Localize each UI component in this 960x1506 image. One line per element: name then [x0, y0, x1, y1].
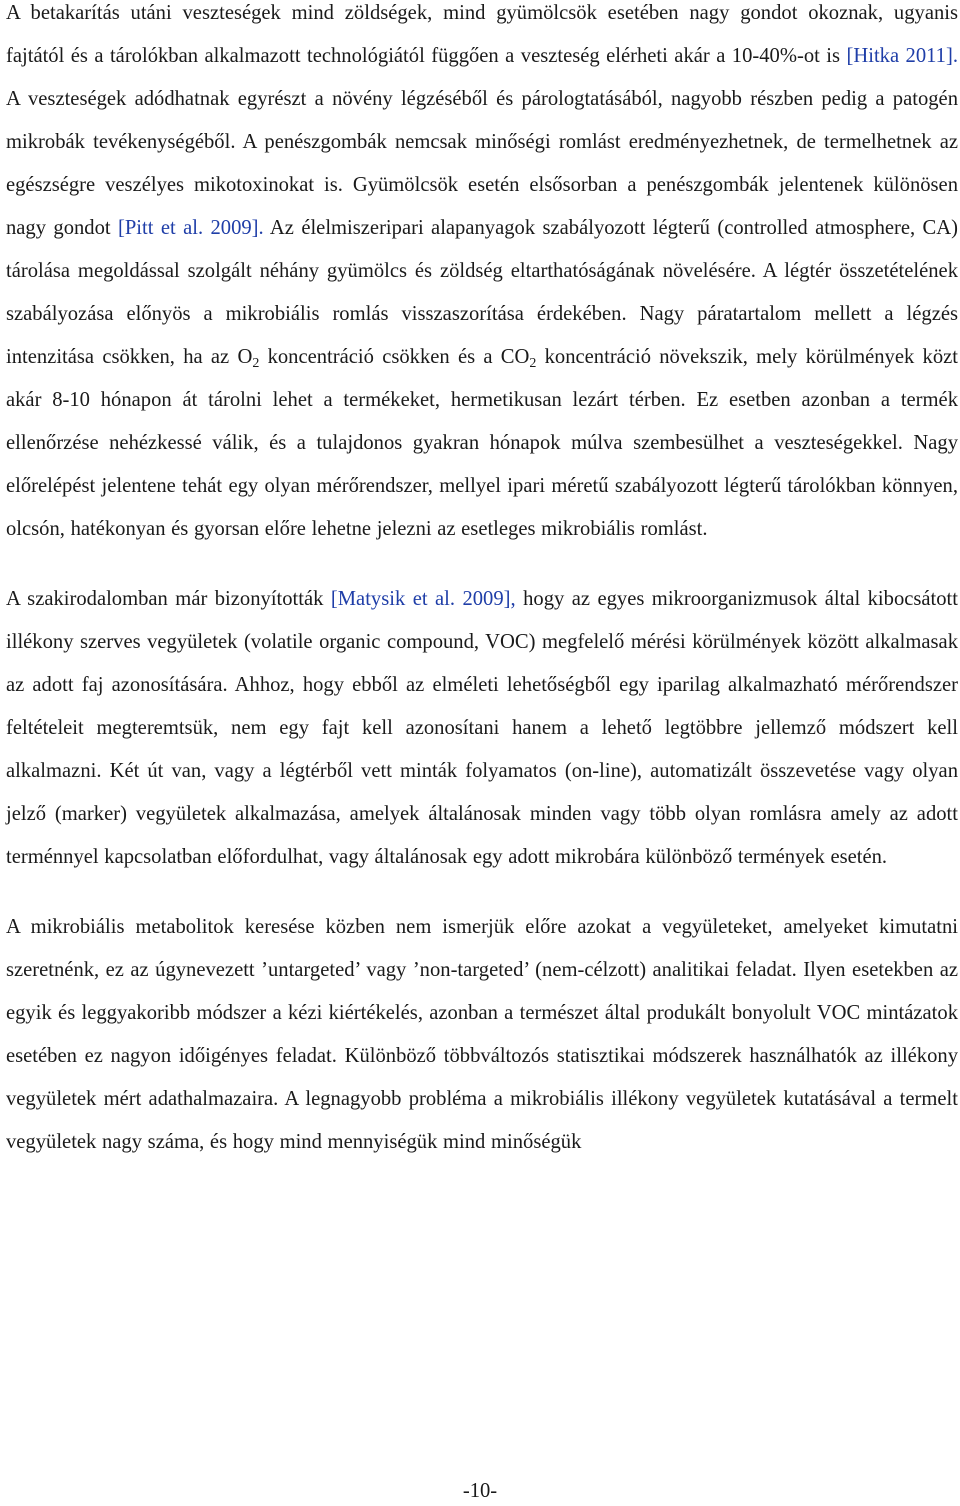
text-run: A mikrobiális metabolitok keresése közben nem ismerjük előre azokat a vegyületeket, amelyeket kimutatni szeretnénk, ez az úgynevezett ’untargeted’ vagy ’non-targeted’ (nem-célzott) analitikai feladat. Ilyen esetekben az egyik és leggyakoribb módszer a kézi kiértékelés, azonban a természet által produkált bonyolult VOC mintázatok esetében ez nagyon időigényes feladat. Különböző többváltozós statisztikai módszerek használhatók az illékony vegyületek mért adathalmazaira. A legnagyobb probléma a mikrobiális illékony vegyületek kutatásával a termelt vegyületek nagy száma, és hogy mind mennyiségük mind minőségük [6, 916, 958, 1153]
text-run: A szakirodalomban már bizonyították [6, 588, 331, 610]
paragraph [6, 0, 958, 551]
citation: [Matysik et al. 2009], [330, 588, 516, 610]
page-number: -10- [462, 1480, 498, 1502]
subscript: 2 [252, 356, 260, 371]
citation: [Hitka 2011]. [846, 45, 958, 67]
paragraph [6, 906, 958, 1164]
text-run: A veszteségek adódhatnak egyrészt a növény légzéséből és párologtatásából, nagyobb részben pedig a patogén mikrobák tevékenységéből. A penészgombák nemcsak minőségi romlást eredményezhetnek, de termelhetnek az egészségre veszélyes mikotoxinokat is. Gyümölcsök esetén elsősorban a penészgombák jelentenek különösen nagy gondot [6, 88, 958, 239]
paragraph [6, 578, 958, 879]
body-text [6, 0, 958, 1164]
text-run: hogy az egyes mikroorganizmusok által kibocsátott illékony szerves vegyületek (volatile organic compound, VOC) megfelelő mérési körülmények között alkalmasak az adott faj azonosítására. Ahhoz, hogy ebből az elméleti lehetőségből egy iparilag alkalmazható mérőrendszer feltételeit megteremtsük, nem egy fajt kell azonosítani hanem a lehető legtöbbre jellemző módszert kell alkalmazni. Két út van, vagy a légtérből vett minták folyamatos (on-line), automatizált összevetése vagy olyan jelző (marker) vegyületek alkalmazása, amelyek általánosak minden vagy több olyan romlásra amely az adott terménnyel kapcsolatban előfordulhat, vagy általánosak egy adott mikrobára különböző termények esetén. [6, 588, 958, 868]
subscript: 2 [529, 356, 537, 371]
text-run: A betakarítás utáni veszteségek mind zöldségek, mind gyümölcsök esetében nagy gondot okoznak, ugyanis fajtától és a tárolókban alkalmazott technológiától függően a veszteség elérheti akár a 10-40%-ot is [6, 2, 958, 67]
text-run: Az élelmiszeripari alapanyagok szabályozott légterű (controlled atmosphere, CA) tárolása megoldással szolgált néhány gyümölcs és zöldség eltarthatóságának növelésére. A légtér összetételének szabályozása előnyös a mikrobiális romlás visszaszorítása érdekében. Nagy páratartalom mellett a légzés intenzitása csökken, ha az O [6, 217, 958, 368]
text-run: koncentráció csökken és a CO [259, 346, 530, 368]
citation: [Pitt et al. 2009]. [118, 217, 264, 239]
text-run: koncentráció növekszik, mely körülmények közt akár 8-10 hónapon át tárolni lehet a termékeket, hermetikusan lezárt térben. Ez esetben azonban a termék ellenőrzése nehézkessé válik, és a tulajdonos gyakran hónapok múlva szembesülhet a veszteségekkel. Nagy előrelépést jelentene tehát egy olyan mérőrendszer, mellyel ipari méretű szabályozott légterű tárolókban könnyen, olcsón, hatékonyan és gyorsan előre lehetne jelezni az esetleges mikrobiális romlást. [6, 346, 958, 540]
